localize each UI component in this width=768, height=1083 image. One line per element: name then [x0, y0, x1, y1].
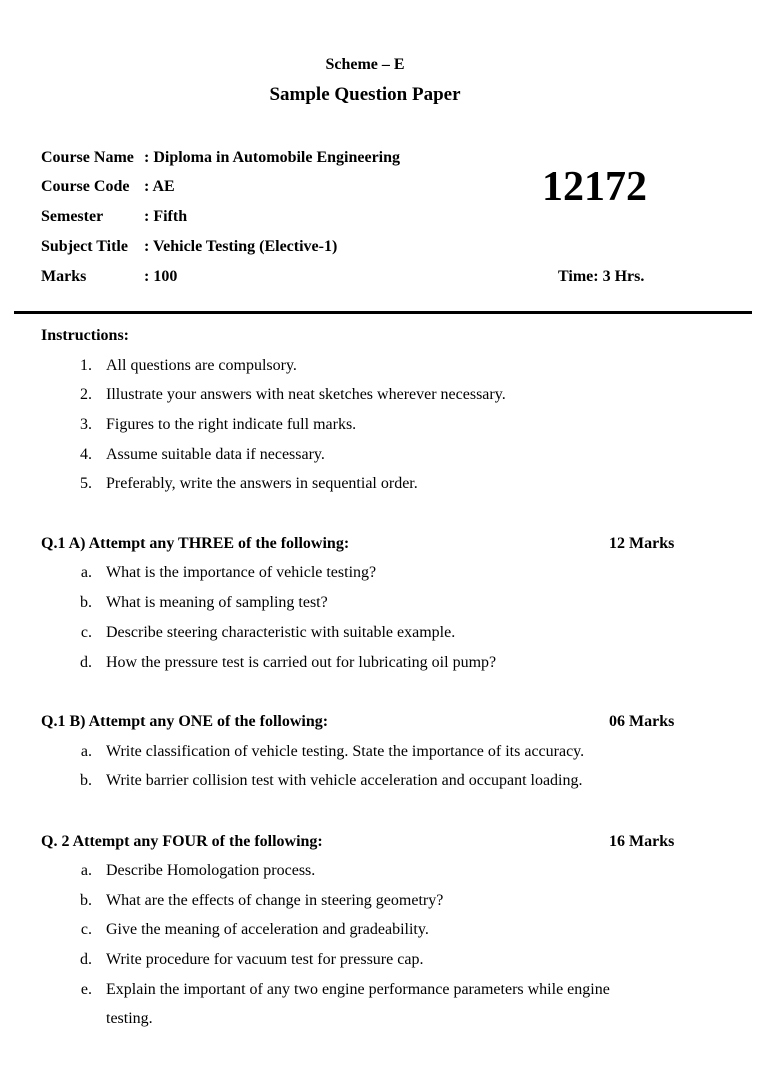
instruction-text: Preferably, write the answers in sequential order.	[106, 475, 418, 492]
question-letter: d.	[80, 951, 92, 968]
question-letter: a.	[80, 564, 92, 581]
semester-label: Semester	[41, 208, 104, 225]
question-letter: d.	[80, 654, 92, 671]
instruction-text: Figures to the right indicate full marks.	[106, 416, 357, 433]
semester-value: : Fifth	[144, 208, 188, 225]
question-marks: 06 Marks	[609, 713, 675, 730]
instruction-text: Assume suitable data if necessary.	[106, 446, 325, 463]
question-heading: Q.1 B) Attempt any ONE of the following:	[41, 713, 329, 730]
question-heading: Q. 2 Attempt any FOUR of the following:	[41, 833, 323, 850]
question-text-continued: testing.	[106, 1010, 153, 1027]
instruction-text: Illustrate your answers with neat sketches wherever necessary.	[106, 386, 506, 403]
instruction-number: 1.	[80, 357, 92, 374]
question-heading: Q.1 A) Attempt any THREE of the following:	[41, 535, 350, 552]
time-duration: Time: 3 Hrs.	[558, 268, 645, 285]
marks-value: : 100	[144, 268, 178, 285]
question-text: Explain the important of any two engine performance parameters while engine	[106, 981, 610, 998]
subject-title-label: Subject Title	[41, 238, 128, 255]
instruction-number: 2.	[80, 386, 92, 403]
question-letter: a.	[80, 862, 92, 879]
instruction-number: 4.	[80, 446, 92, 463]
question-text: How the pressure test is carried out for lubricating oil pump?	[106, 654, 497, 671]
question-marks: 16 Marks	[609, 833, 675, 850]
course-name-value: : Diploma in Automobile Engineering	[144, 149, 401, 166]
instruction-number: 5.	[80, 475, 92, 492]
question-text: Describe steering characteristic with suitable example.	[106, 624, 456, 641]
question-letter: b.	[80, 594, 92, 611]
instruction-text: All questions are compulsory.	[106, 357, 297, 374]
instruction-number: 3.	[80, 416, 92, 433]
question-text: Give the meaning of acceleration and gradeability.	[106, 921, 429, 938]
question-letter: b.	[80, 772, 92, 789]
question-letter: a.	[80, 743, 92, 760]
question-letter: c.	[80, 921, 92, 938]
paper-code: 12172	[542, 164, 647, 210]
question-text: What is the importance of vehicle testing?	[106, 564, 377, 581]
question-letter: e.	[80, 981, 92, 998]
question-text: What is meaning of sampling test?	[106, 594, 328, 611]
question-text: Write classification of vehicle testing. State the importance of its accuracy.	[106, 743, 585, 760]
marks-label: Marks	[41, 268, 87, 285]
question-marks: 12 Marks	[609, 535, 675, 552]
course-name-label: Course Name	[41, 149, 134, 166]
course-code-value: : AE	[144, 178, 175, 195]
question-text: Write procedure for vacuum test for pressure cap.	[106, 951, 424, 968]
question-letter: c.	[80, 624, 92, 641]
page-title: Sample Question Paper	[269, 84, 461, 105]
subject-title-value: : Vehicle Testing (Elective-1)	[144, 238, 338, 255]
question-letter: b.	[80, 892, 92, 909]
header-divider	[14, 311, 752, 314]
question-text: Describe Homologation process.	[106, 862, 316, 879]
question-text: What are the effects of change in steering geometry?	[106, 892, 444, 909]
course-code-label: Course Code	[41, 178, 130, 195]
question-text: Write barrier collision test with vehicle acceleration and occupant loading.	[106, 772, 583, 789]
scheme-label: Scheme – E	[325, 56, 405, 73]
instructions-heading: Instructions:	[41, 327, 130, 344]
